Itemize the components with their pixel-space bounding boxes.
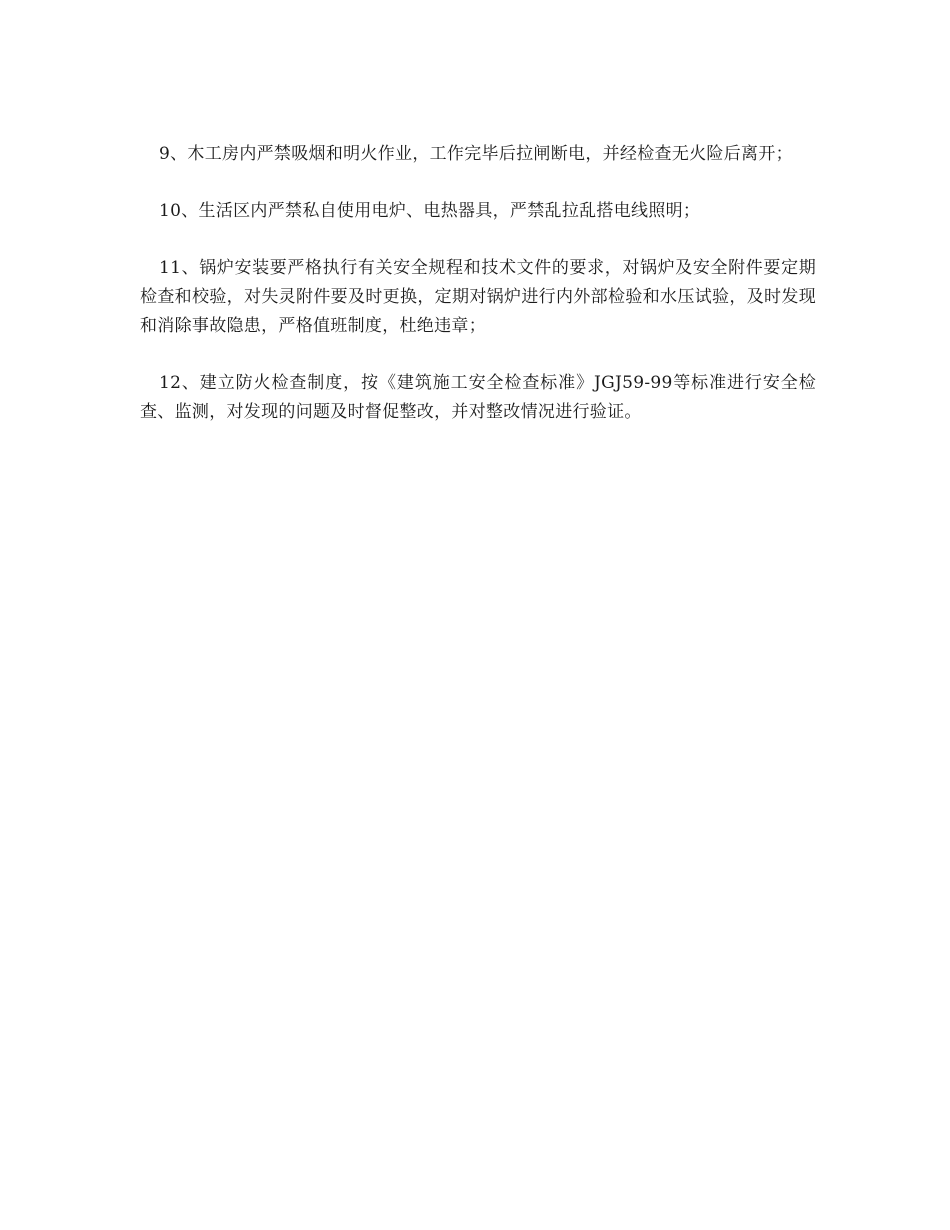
document-body [140,140,816,455]
paragraph-item-10: 10、生活区内严禁私自使用电炉、电热器具，严禁乱拉乱搭电线照明； [159,201,701,221]
paragraph-item-12: 12、建立防火检查制度，按《建筑施工安全检查标准》JGJ59-99等标准进行安全检查、监测，对发现的问题及时督促整改，并对整改情况进行验证。 [140,373,816,422]
paragraph-item-9: 9、木工房内严禁吸烟和明火作业，工作完毕后拉闸断电，并经检查无火险后离开； [159,144,793,164]
paragraph-item-11: 11、锅炉安装要严格执行有关安全规程和技术文件的要求，对锅炉及安全附件要定期检查和校验，对失灵附件要及时更换，定期对锅炉进行内外部检验和水压试验，及时发现和消除事故隐患，严格值班制度，杜绝违章； [140,258,816,336]
